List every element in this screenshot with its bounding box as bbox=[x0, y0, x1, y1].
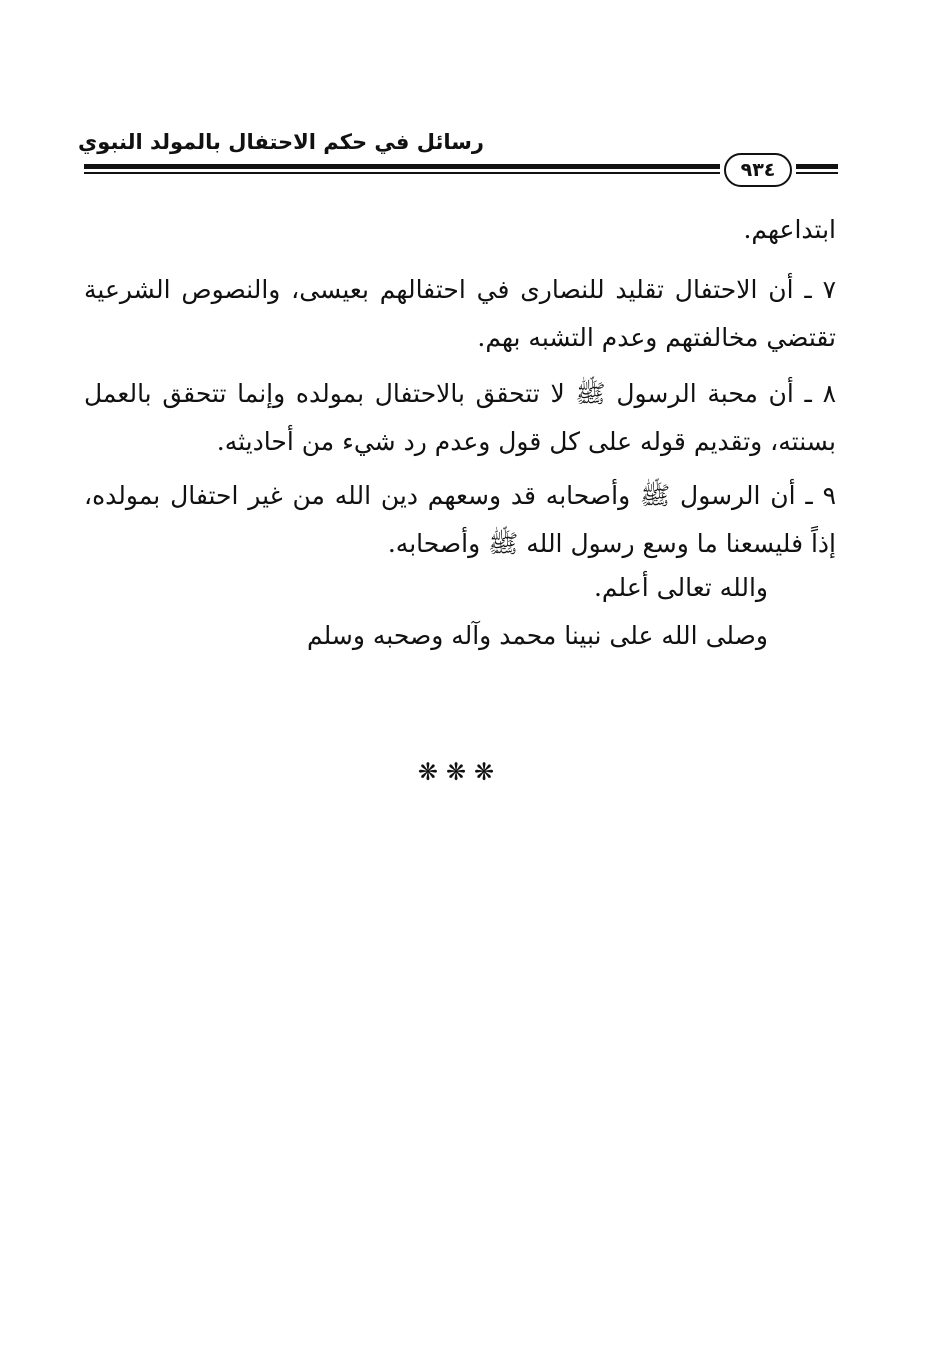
section-separator: ❋❋❋ bbox=[417, 758, 503, 786]
page-number: ٩٣٤ bbox=[724, 153, 792, 187]
list-item-9: ٩ ـ أن الرسول ﷺ وأصحابه قد وسعهم دين الله من غير احتفال بمولده، إذاً فليسعنا ما وسع رسول الله ﷺ وأصحابه. bbox=[84, 481, 836, 558]
header-rule-right bbox=[796, 164, 838, 174]
closing-line-1: والله تعالى أعلم. bbox=[593, 573, 768, 602]
header-rule bbox=[84, 164, 720, 174]
list-item-7: ٧ ـ أن الاحتفال تقليد للنصارى في احتفالهم بعيسى، والنصوص الشرعية تقتضي مخالفتهم وعدم التشبه بهم. bbox=[84, 275, 836, 352]
paragraph-continuation: ابتداعهم. bbox=[743, 215, 836, 244]
list-item-8: ٨ ـ أن محبة الرسول ﷺ لا تتحقق بالاحتفال بمولده وإنما تتحقق بالعمل بسنته، وتقديم قوله على كل قول وعدم رد شيء من أحاديثه. bbox=[84, 379, 836, 456]
running-title: رسائل في حكم الاحتفال بالمولد النبوي bbox=[78, 130, 484, 154]
closing-line-2: وصلى الله على نبينا محمد وآله وصحبه وسلم bbox=[307, 621, 768, 650]
